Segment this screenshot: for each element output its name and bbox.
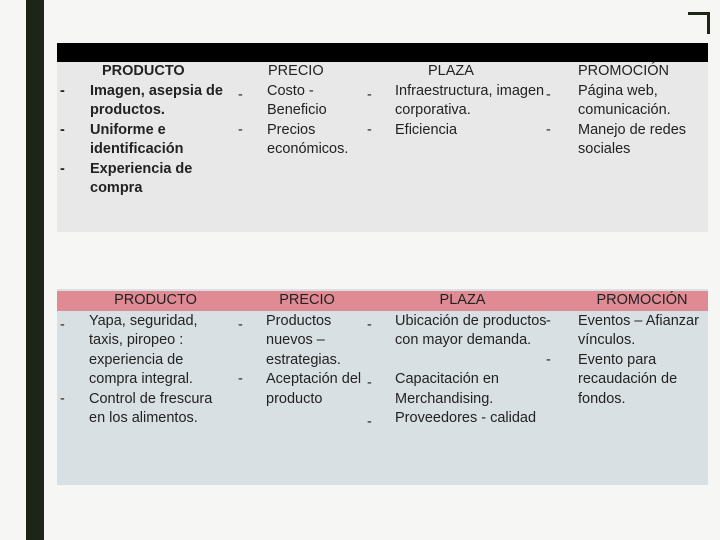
list-item: - Yapa, seguridad, taxis, piropeo : experiencia de compra integral. <box>60 313 198 388</box>
list-item: - Aceptación del producto <box>238 371 362 407</box>
bottom-plaza-header: PLAZA <box>439 292 486 308</box>
bottom-promocion-list <box>546 312 708 409</box>
list-item: - Proveedores - calidad <box>367 409 537 430</box>
top-producto-header: PRODUCTO <box>102 63 185 79</box>
bottom-promocion-header: PROMOCIÓN <box>596 292 688 308</box>
list-item: - Eventos – Afianzar vínculos. <box>546 313 699 349</box>
list-item: - Experiencia de compra <box>60 160 193 196</box>
bottom-precio-list <box>238 312 363 409</box>
list-item: - Infraestructura, imagen corporativa. <box>367 83 545 119</box>
top-plaza-header: PLAZA <box>428 63 474 79</box>
top-promocion-header: PROMOCIÓN <box>578 63 670 79</box>
list-item: - Control de frescura en los alimentos. <box>60 390 213 426</box>
bottom-producto-list <box>60 312 232 428</box>
bottom-precio-header: PRECIO <box>279 292 335 308</box>
corner-bracket-icon <box>688 12 710 34</box>
top-precio-header: PRECIO <box>268 63 324 79</box>
list-item: - Imagen, asepsia de productos. <box>60 83 223 119</box>
list-item: - Capacitación en Merchandising. <box>367 371 499 407</box>
list-item: - Precios económicos. <box>238 121 349 158</box>
list-item: - Eficiencia <box>367 121 458 138</box>
list-item: - Evento para recaudación de fondos. <box>546 351 678 407</box>
left-accent-bar <box>26 0 44 540</box>
top-producto-list <box>60 82 230 198</box>
list-item: - Manejo de redes sociales <box>546 121 687 158</box>
list-item: - Uniforme e identificación <box>60 121 184 158</box>
list-item: - Productos nuevos – estrategias. <box>238 313 341 368</box>
bottom-plaza-list <box>367 312 547 428</box>
list-item: - Costo - Beneficio <box>238 83 327 119</box>
page-title: MARKETING MIX PARA EL MERCADO POPULAR SANTA CLARA <box>165 44 600 60</box>
top-plaza-list <box>367 82 547 140</box>
list-item: - Página web, comunicación. <box>546 83 671 119</box>
top-promocion-list <box>546 82 708 160</box>
top-precio-list <box>238 82 368 160</box>
bottom-producto-header: PRODUCTO <box>114 292 197 308</box>
list-item: - Ubicación de productos con mayor demanda. <box>367 313 547 349</box>
